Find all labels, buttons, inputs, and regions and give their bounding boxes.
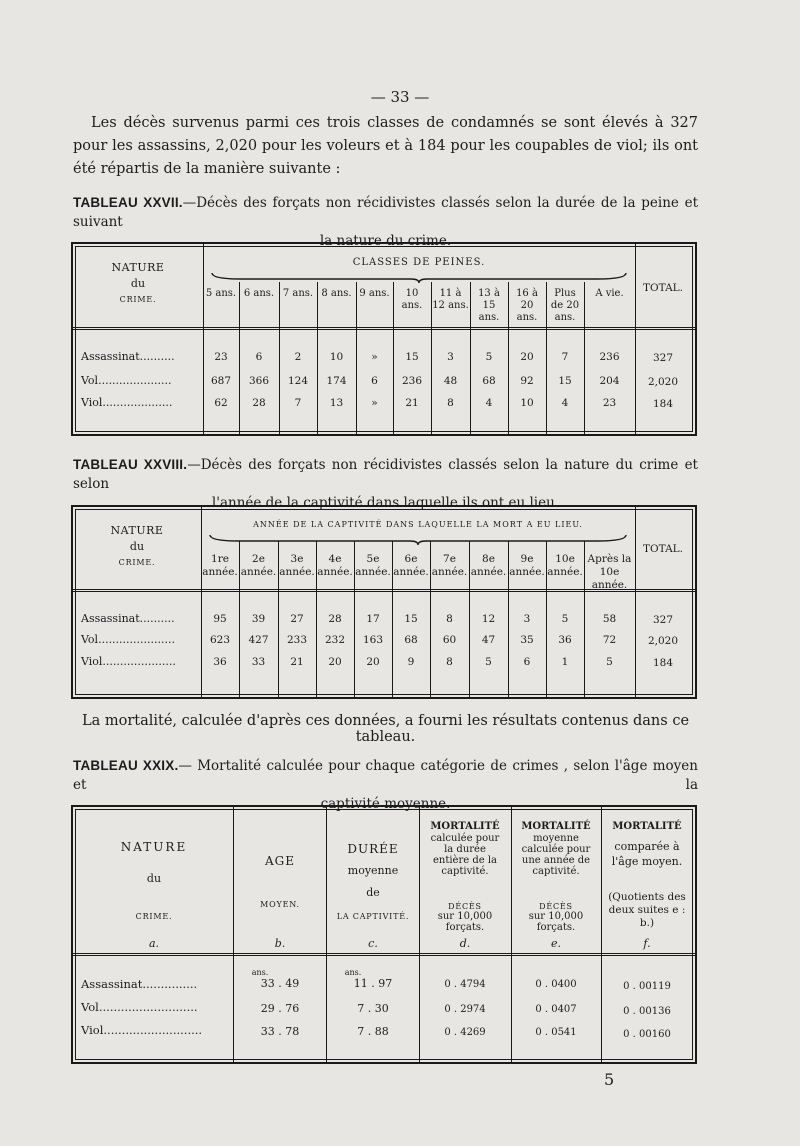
t29-divider <box>601 807 602 1062</box>
t28-row-label: Viol..................... <box>81 655 176 668</box>
table-29 <box>71 805 697 1064</box>
t27-cell: 21 <box>405 397 419 409</box>
t29-row-label: Vol........................... <box>81 1000 198 1014</box>
t28-cell: 623 <box>209 634 231 646</box>
t27-column-header: 5 ans. <box>205 288 237 299</box>
t27-nature-crime: CRIME. <box>119 295 157 304</box>
t29-letter-e: e. <box>550 937 561 950</box>
t29-cell: 0 . 2974 <box>444 1004 486 1015</box>
t28-cell: 36 <box>213 656 227 668</box>
t28-cell: 60 <box>442 634 457 646</box>
t27-cell: 4 <box>485 397 493 409</box>
t29-cell: 33 . 78 <box>260 1025 300 1038</box>
t29-cell: 7 . 30 <box>357 1002 389 1015</box>
t27-cell: 68 <box>482 375 496 387</box>
t28-column-header: 7e année. <box>431 553 468 578</box>
t27-cell: 15 <box>405 351 419 363</box>
t29-duree-de: de <box>366 886 380 899</box>
t27-cell: 28 <box>252 397 266 409</box>
t29-mort3-body: comparée à l'âge moyen. <box>611 840 683 868</box>
t27-total-cell: 327 <box>652 352 674 364</box>
t29-cell: 0 . 4794 <box>444 979 486 990</box>
signature-mark: 5 <box>604 1070 615 1089</box>
t27-cell: 366 <box>248 375 270 387</box>
t28-cell: 9 <box>407 656 415 668</box>
t27-row-label: Assassinat.......... <box>81 350 175 363</box>
t27-cell: 20 <box>520 351 534 363</box>
t28-cell: 1 <box>561 656 569 668</box>
t27-cell: » <box>371 351 378 363</box>
t28-nature-crime: CRIME. <box>118 558 156 567</box>
t28-cell: 8 <box>446 613 453 625</box>
t29-letter-b: b. <box>274 937 286 950</box>
t27-cell: 6 <box>255 351 263 363</box>
t28-cell: 27 <box>290 613 304 625</box>
t29-mort3-quotients: (Quotients des deux suites e : b.) <box>608 891 686 929</box>
t28-cell: 5 <box>485 656 492 668</box>
table-27-caption-line2: la nature du crime. <box>319 233 452 249</box>
t29-cell: 29 . 76 <box>260 1002 300 1015</box>
t29-divider <box>511 807 512 1062</box>
t27-cell: 687 <box>210 375 232 387</box>
t29-divider <box>419 807 420 1062</box>
t27-cell: 10 <box>520 397 534 409</box>
t28-cell: 35 <box>520 634 534 646</box>
t27-cell: 92 <box>520 375 534 387</box>
table-29-caption-line2: captivité moyenne. <box>320 796 451 812</box>
t29-cell: 0 . 4269 <box>444 1027 486 1038</box>
t29-header-rule <box>73 953 695 956</box>
t27-cell: 3 <box>447 351 454 363</box>
t27-cell: 23 <box>214 351 228 363</box>
t28-cell: 5 <box>561 613 569 625</box>
t27-cell: 6 <box>371 375 378 387</box>
t28-cell: 33 <box>251 656 266 668</box>
t29-cell: 33 . 49 <box>260 977 300 990</box>
t28-cell: 5 <box>606 656 613 668</box>
t28-column-header: Après la 10e année. <box>587 553 632 591</box>
t29-mort2-deces: DÉCÈS <box>539 902 573 911</box>
t28-cell: 3 <box>523 613 531 625</box>
intro-paragraph <box>73 112 698 181</box>
t28-row-label: Vol...................... <box>81 633 175 646</box>
t27-total-cell: 184 <box>652 398 674 410</box>
t28-header-brace <box>209 531 627 543</box>
t29-age-moyen: MOYEN. <box>260 900 300 909</box>
t28-cell: 68 <box>404 634 418 646</box>
t28-column-divider <box>201 507 202 697</box>
t29-cell: 11 . 97 <box>353 977 393 990</box>
t27-cell: 48 <box>443 375 458 387</box>
t27-column-header: 13 à 15 ans. <box>478 288 500 323</box>
t29-letter-c: c. <box>368 937 378 950</box>
t28-column-header: 1re année. <box>202 553 238 578</box>
t29-mort2-title: MORTALITÉ <box>521 821 591 832</box>
table-28-title: TABLEAU XXVIII. <box>73 457 188 472</box>
t27-cell: 8 <box>447 397 454 409</box>
t29-mort1-sub: sur 10,000 forçats. <box>437 911 493 933</box>
t27-cell: 5 <box>485 351 493 363</box>
t28-cell: 21 <box>290 656 304 668</box>
t29-row-label: Assassinat............... <box>81 977 198 991</box>
table-27-caption-text: —Décès des forçats non récidivistes classés selon la durée de la peine et suivant <box>73 195 699 230</box>
t27-nature-du: du <box>130 277 146 290</box>
table-29-caption-text: — Mortalité calculée pour chaque catégorie de crimes , selon l'âge moyen et la <box>73 758 698 793</box>
t28-total-cell: 184 <box>652 657 674 669</box>
t28-cell: 427 <box>248 634 269 646</box>
t29-mort1-title: MORTALITÉ <box>430 821 500 832</box>
t29-age-header: AGE <box>264 854 295 868</box>
t28-column-header: 4e année. <box>317 553 353 578</box>
t27-cell: 13 <box>329 397 344 409</box>
t28-cell: 12 <box>481 613 496 625</box>
t27-cell: 204 <box>599 375 620 387</box>
table-28-caption-text: —Décès des forçats non récidivistes classés selon la nature du crime et selon <box>73 457 698 492</box>
t29-cell: 0 . 00119 <box>623 981 671 992</box>
t28-cell: 163 <box>362 634 384 646</box>
t27-column-header: 7 ans. <box>282 288 314 299</box>
t27-cell: 7 <box>294 397 302 409</box>
t27-column-header: 10 ans. <box>401 288 423 311</box>
t29-mort1-deces: DÉCÈS <box>448 902 482 911</box>
t29-divider <box>233 807 234 1062</box>
t28-cell: 8 <box>446 656 453 668</box>
t29-duree-captivite: LA CAPTIVITÉ. <box>336 912 410 921</box>
t29-letter-f: f. <box>643 937 651 950</box>
t29-age-unit: ans. <box>251 968 269 977</box>
t27-cell: 236 <box>599 351 620 363</box>
t29-duree-unit: ans. <box>344 968 362 977</box>
t28-cell: 39 <box>251 613 266 625</box>
t28-nature-du: du <box>129 540 145 553</box>
t28-cell: 20 <box>328 656 342 668</box>
t27-cell: » <box>371 397 378 409</box>
t27-cell: 15 <box>558 375 572 387</box>
t29-cell: 7 . 88 <box>357 1025 389 1038</box>
t28-column-header: 9e année. <box>509 553 545 578</box>
t27-column-header: 6 ans. <box>243 288 275 299</box>
t27-header-rule <box>73 327 695 330</box>
t29-letter-d: d. <box>459 937 471 950</box>
t29-cell: 0 . 00136 <box>623 1006 671 1017</box>
t28-nature-header: NATURE <box>110 524 164 537</box>
t28-cell: 233 <box>286 634 308 646</box>
t29-mort2-body: moyenne calculée pour une année de captivité. <box>521 833 591 877</box>
t28-row-label: Assassinat.......... <box>81 612 175 625</box>
t29-row-label: Viol........................... <box>81 1023 203 1037</box>
t28-cell: 47 <box>481 634 496 646</box>
table-27-title: TABLEAU XXVII. <box>73 195 183 210</box>
t28-total-header: TOTAL. <box>643 543 683 555</box>
table-28-caption-line2: l'année de la captivité dans laquelle ils ont eu lieu. <box>211 495 560 511</box>
t27-cell: 7 <box>561 351 569 363</box>
t29-divider <box>326 807 327 1062</box>
t29-nature-crime: CRIME. <box>135 912 173 921</box>
t28-group-header: ANNÉE DE LA CAPTIVITÉ DANS LAQUELLE LA MORT A EU LIEU. <box>253 520 583 529</box>
t29-cell: 0 . 0400 <box>535 979 577 990</box>
t28-column-header: 5e année. <box>355 553 391 578</box>
t27-total-cell: 2,020 <box>647 376 679 388</box>
t29-letter-a: a. <box>148 937 160 950</box>
t28-cell: 28 <box>328 613 342 625</box>
t29-nature-header: NATURE <box>120 840 188 854</box>
t29-mort1-body: calculée pour la durée entière de la captivité. <box>430 833 500 877</box>
t27-row-label: Viol.................... <box>81 396 173 409</box>
t29-cell: 0 . 0407 <box>535 1004 577 1015</box>
t28-cell: 72 <box>602 634 617 646</box>
t29-duree-moyenne: moyenne <box>347 864 399 877</box>
t29-cell: 0 . 0541 <box>535 1027 577 1038</box>
t27-group-header: CLASSES DE PEINES. <box>352 257 486 268</box>
t28-cell: 58 <box>602 613 617 625</box>
t27-column-header: Plus de 20 ans. <box>550 288 580 323</box>
t29-mort2-sub: sur 10,000 forçats. <box>528 911 584 933</box>
t28-column-header: 10e année. <box>547 553 583 578</box>
t27-cell: 4 <box>561 397 569 409</box>
t27-column-header: 11 à 12 ans. <box>432 288 469 311</box>
t28-total-cell: 2,020 <box>647 635 679 647</box>
t29-mort3-title: MORTALITÉ <box>612 821 682 832</box>
t27-cell: 236 <box>401 375 423 387</box>
t28-column-header: 2e année. <box>240 553 277 578</box>
t28-column-header: 3e année. <box>279 553 315 578</box>
t28-cell: 232 <box>324 634 346 646</box>
t27-header-brace <box>211 269 627 281</box>
t27-column-header: 8 ans. <box>321 288 352 299</box>
t27-cell: 174 <box>326 375 347 387</box>
t27-cell: 62 <box>214 397 228 409</box>
page-number: — 33 — <box>370 88 430 106</box>
t28-cell: 15 <box>404 613 418 625</box>
t27-cell: 2 <box>294 351 302 363</box>
table-29-title: TABLEAU XXIX. <box>73 758 179 773</box>
t28-cell: 95 <box>213 613 227 625</box>
t27-cell: 10 <box>329 351 344 363</box>
t27-column-header: A vie. <box>595 288 624 299</box>
t27-cell: 23 <box>602 397 617 409</box>
t28-cell: 17 <box>366 613 380 625</box>
t27-nature-header: NATURE <box>111 261 165 274</box>
t29-duree-header: DURÉE <box>347 842 399 856</box>
t27-cell: 124 <box>287 375 309 387</box>
intro-text: Les décès survenus parmi ces trois classes de condamnés se sont élevés à 327 pour les assassins, 2,020 pour les voleurs et à 184 pour les coupables de viol; ils ont été répartis de la manière suivante : <box>73 115 698 177</box>
mid-paragraph: La mortalité, calculée d'après ces données, a fourni les résultats contenus dans ce tableau. <box>81 713 690 745</box>
t28-column-header: 8e année. <box>470 553 507 578</box>
t27-total-header: TOTAL. <box>643 282 683 294</box>
table-27 <box>71 242 697 436</box>
t29-cell: 0 . 00160 <box>623 1029 671 1040</box>
t28-column-header: 6e année. <box>393 553 429 578</box>
t27-row-label: Vol..................... <box>81 374 172 387</box>
t29-nature-du: du <box>146 872 162 885</box>
t28-total-cell: 327 <box>652 614 674 626</box>
t28-cell: 20 <box>366 656 380 668</box>
table-28 <box>71 505 697 699</box>
t27-column-header: 16 à 20 ans. <box>516 288 538 323</box>
t28-cell: 36 <box>558 634 572 646</box>
t27-column-header: 9 ans. <box>359 288 390 299</box>
t28-cell: 6 <box>523 656 531 668</box>
